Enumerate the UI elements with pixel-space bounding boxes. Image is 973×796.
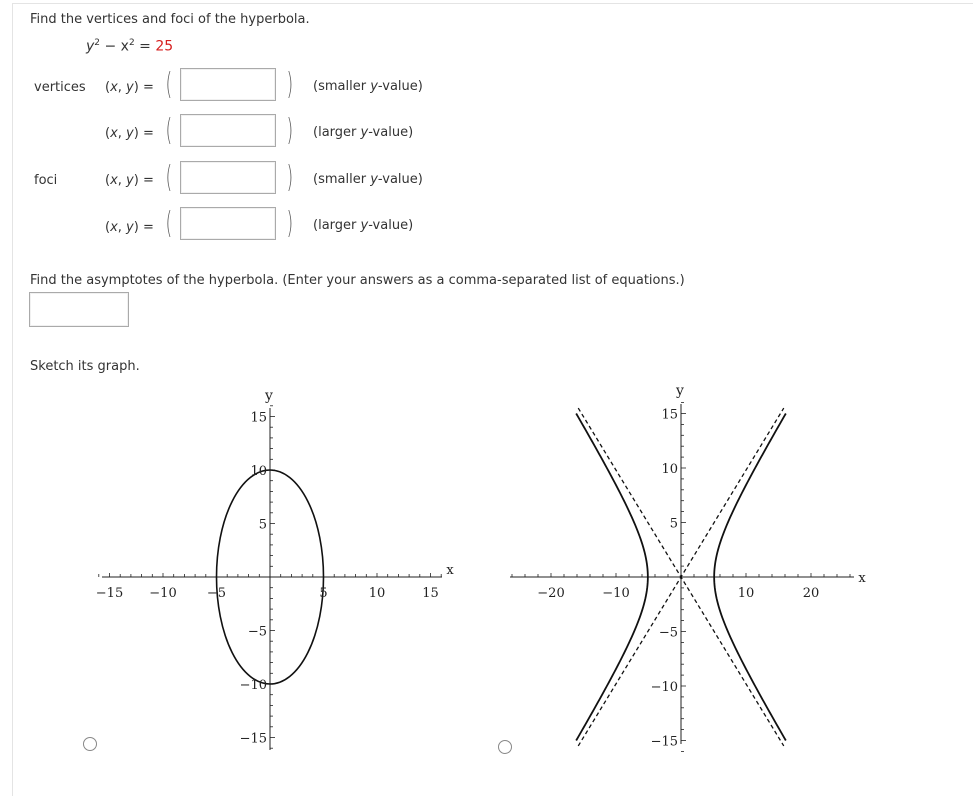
- qualifier-note: (larger y-value): [313, 218, 414, 233]
- open-paren: (: [165, 67, 173, 102]
- y-tick-label: 5: [258, 517, 267, 533]
- x-tick-label: 20: [802, 586, 820, 601]
- asymptotes-input[interactable]: [29, 292, 129, 327]
- y-axis-label: y: [265, 388, 273, 404]
- x-tick-label: 5: [319, 586, 328, 601]
- close-paren: ): [286, 113, 294, 148]
- y-tick-label: 10: [661, 462, 678, 477]
- open-paren: (: [165, 206, 173, 241]
- x-tick-label: −15: [95, 586, 124, 601]
- prompt-vertices-foci: Find the vertices and foci of the hyperbola.: [30, 12, 310, 27]
- graph-option-hyperbola: [500, 378, 900, 760]
- y-axis-label: y: [676, 383, 684, 399]
- hyperbola-equation: $y^2 - x^2 = 25$: [86, 38, 174, 55]
- x-tick-label: −10: [602, 586, 630, 601]
- vertex-smaller-input[interactable]: [180, 68, 276, 101]
- y-tick-label: 5: [669, 516, 678, 532]
- qualifier-note: (larger y-value): [313, 125, 414, 140]
- close-paren: ): [286, 67, 294, 102]
- x-axis-label: x: [858, 571, 866, 586]
- qualifier-note: (smaller y-value): [313, 172, 423, 187]
- y-tick-label: −5: [658, 625, 678, 641]
- close-paren: ): [286, 160, 294, 195]
- graph-option-hyperbola-radio[interactable]: [498, 740, 512, 754]
- y-tick-label: −10: [239, 678, 267, 693]
- y-tick-label: 15: [661, 407, 678, 423]
- focus-larger-input[interactable]: [180, 207, 276, 240]
- xy-label: (x, y) =: [105, 80, 154, 95]
- prompt-asymptotes: Find the asymptotes of the hyperbola. (Enter your answers as a comma-separated list of equations.): [30, 273, 685, 288]
- xy-label: (x, y) =: [105, 220, 154, 235]
- focus-smaller-input[interactable]: [180, 161, 276, 194]
- graph-option-ellipse: [80, 380, 480, 760]
- left-border: [12, 3, 13, 796]
- vertices-label: vertices: [34, 80, 86, 95]
- x-tick-label: 10: [737, 586, 755, 601]
- graph-option-ellipse-radio[interactable]: [83, 737, 97, 751]
- y-tick-label: −15: [239, 731, 267, 747]
- open-paren: (: [165, 113, 173, 148]
- y-tick-label: −10: [650, 680, 678, 695]
- xy-label: (x, y) =: [105, 126, 154, 141]
- foci-label: foci: [34, 173, 58, 188]
- y-tick-label: −15: [650, 734, 678, 750]
- x-tick-label: 10: [368, 586, 386, 601]
- close-paren: ): [286, 206, 294, 241]
- y-tick-label: 15: [250, 410, 267, 426]
- y-tick-label: 10: [250, 464, 267, 479]
- x-tick-label: −5: [206, 586, 227, 601]
- y-tick-label: −5: [247, 624, 267, 640]
- open-paren: (: [165, 160, 173, 195]
- x-tick-label: −10: [149, 586, 177, 601]
- vertex-larger-input[interactable]: [180, 114, 276, 147]
- x-tick-label: −20: [537, 586, 565, 601]
- prompt-sketch: Sketch its graph.: [30, 359, 140, 374]
- x-axis-label: x: [446, 563, 454, 578]
- qualifier-note: (smaller y-value): [313, 79, 423, 94]
- x-tick-label: 15: [422, 586, 439, 601]
- top-border: [12, 3, 973, 4]
- xy-label: (x, y) =: [105, 173, 154, 188]
